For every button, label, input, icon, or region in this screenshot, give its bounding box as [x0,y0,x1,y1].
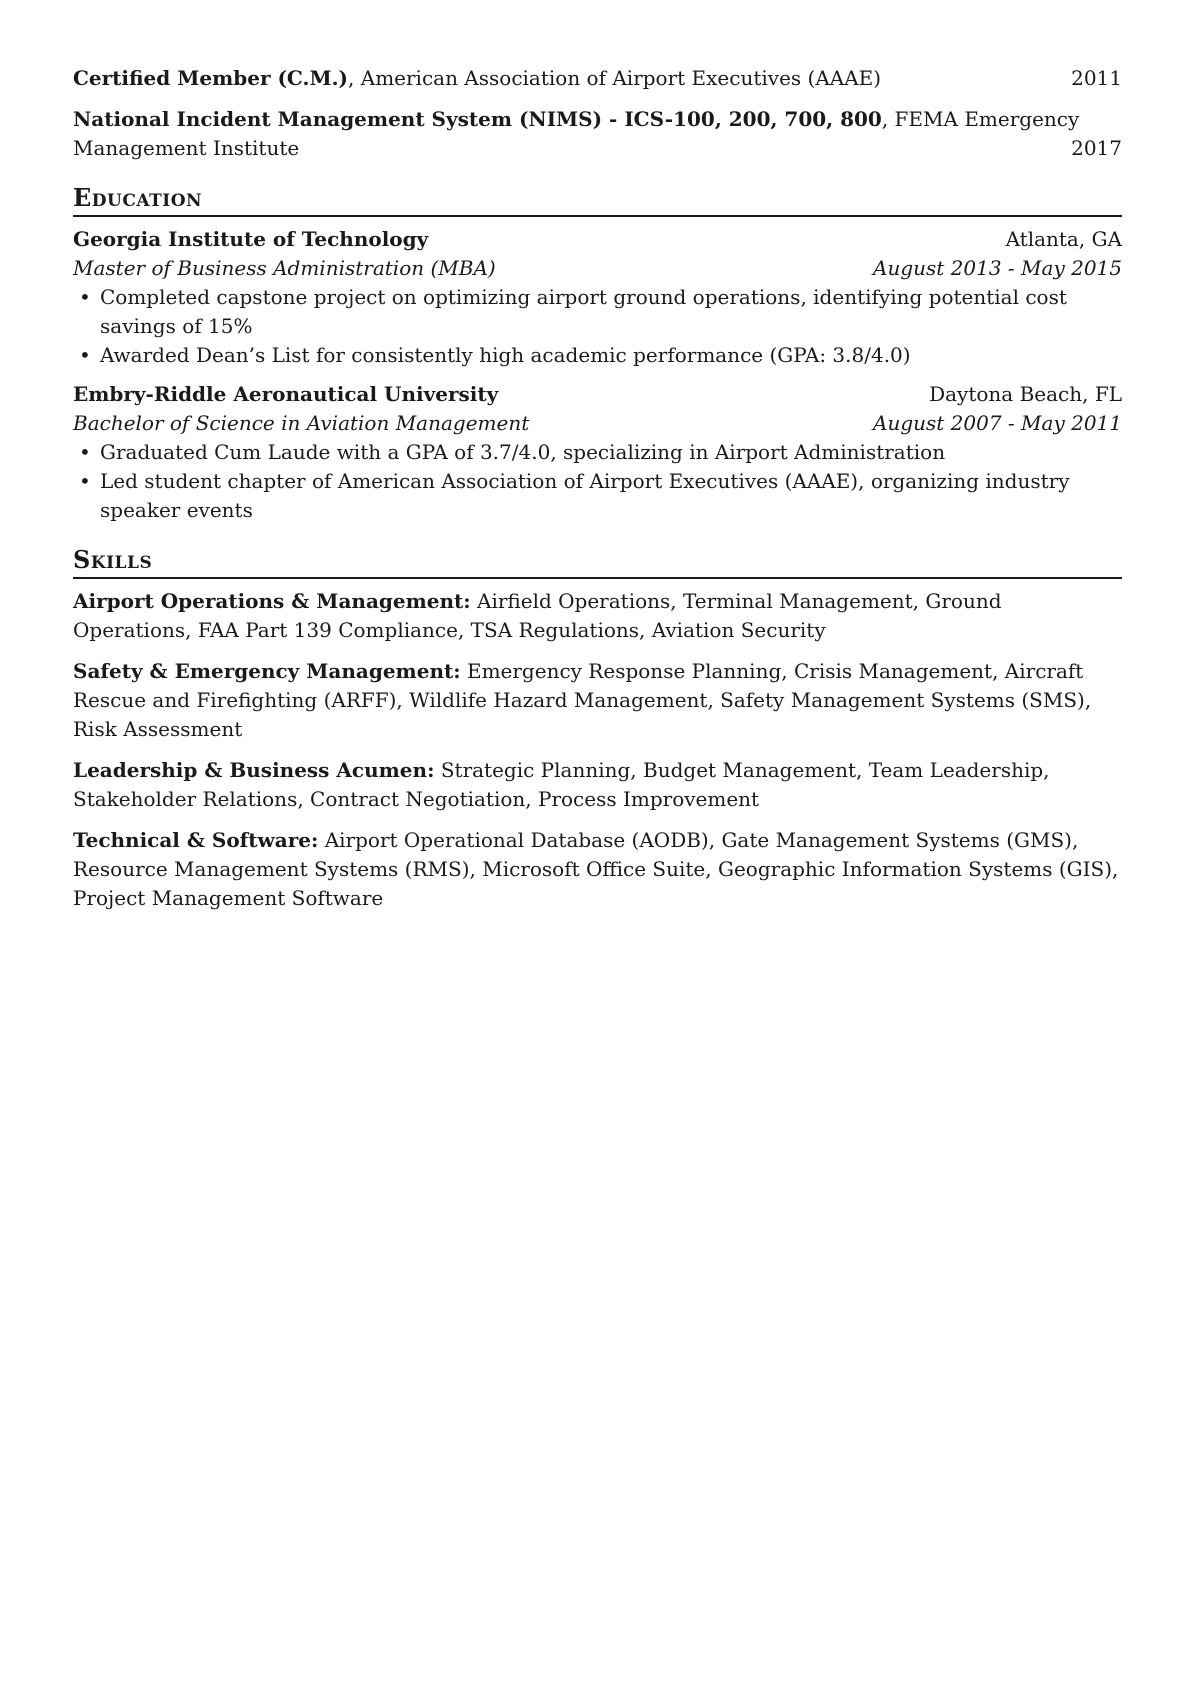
bullet-item [73,467,1122,525]
resume-content [73,64,1122,925]
skill-group-label: Airport Operations & Management: [73,589,471,613]
education-entry [73,225,1122,370]
bullet-text: Led student chapter of American Association of Airport Executives (AAAE), organizing industry speaker events [100,469,1070,522]
degree-row [73,409,1122,438]
certification-entry [73,64,1122,93]
bullet-icon: • [79,469,91,493]
bullet-text: Awarded Dean’s List for consistently high academic performance (GPA: 3.8/4.0) [100,343,911,367]
education-bullets [73,283,1122,370]
skill-group-label: Safety & Emergency Management: [73,659,461,683]
bullet-icon: • [79,440,91,464]
degree: Master of Business Administration (MBA) [73,256,496,280]
education-entry [73,380,1122,525]
bullet-icon: • [79,285,91,309]
school-header [73,380,1122,409]
bullet-text: Completed capstone project on optimizing airport ground operations, identifying potential cost savings of 15% [100,285,1067,338]
skill-group-text: Emergency Response Planning, Crisis Management, Aircraft Rescue and Firefighting (ARFF), Wildlife Hazard Management, Safety Management Systems (SMS), Risk Assessment [73,659,1092,741]
skill-group-text: Strategic Planning, Budget Management, Team Leadership, Stakeholder Relations, Contract Negotiation, Process Improvement [73,758,1050,811]
section-title-education: Education [73,183,203,212]
school-location: Atlanta, GA [1005,227,1122,251]
school-name: Georgia Institute of Technology [73,227,429,251]
skill-group [73,756,1122,814]
bullet-icon: • [79,343,91,367]
skill-group [73,826,1122,913]
skill-group-text: Airport Operational Database (AODB), Gate Management Systems (GMS), Resource Management Systems (RMS), Microsoft Office Suite, Geographic Information Systems (GIS), Project Management Software [73,828,1119,910]
bullet-text: Graduated Cum Laude with a GPA of 3.7/4.0, specializing in Airport Administration [100,440,946,464]
school-name: Embry-Riddle Aeronautical University [73,382,499,406]
certification-issuer: , American Association of Airport Executives (AAAE) [348,66,882,90]
degree: Bachelor of Science in Aviation Management [73,411,530,435]
school-location: Daytona Beach, FL [929,382,1122,406]
certification-entry [73,105,1122,163]
section-title-skills: Skills [73,545,153,574]
education-bullets [73,438,1122,525]
skill-group-label: Leadership & Business Acumen: [73,758,435,782]
degree-dates: August 2013 - May 2015 [873,256,1122,280]
degree-row [73,254,1122,283]
certification-line [73,134,1122,163]
section-divider [73,215,1122,217]
bullet-item [73,283,1122,341]
section-divider [73,577,1122,579]
certification-issuer-cont: Management Institute [73,136,300,160]
certification-year: 2017 [1071,136,1122,160]
bullet-item [73,438,1122,467]
certification-line [73,105,1122,134]
skill-group-label: Technical & Software: [73,828,319,852]
certification-text [73,64,881,93]
school-header [73,225,1122,254]
skill-group-text: Airfield Operations, Terminal Management, Ground Operations, FAA Part 139 Compliance, TSA Regulations, Aviation Security [73,589,1002,642]
certification-name: Certified Member (C.M.) [73,66,349,90]
certification-issuer: , FEMA Emergency [881,107,1080,131]
degree-dates: August 2007 - May 2011 [873,411,1122,435]
bullet-item [73,341,1122,370]
certification-year: 2011 [1071,66,1122,90]
skill-group [73,587,1122,645]
certification-name: National Incident Management System (NIMS) - ICS-100, 200, 700, 800 [73,107,882,131]
skill-group [73,657,1122,744]
